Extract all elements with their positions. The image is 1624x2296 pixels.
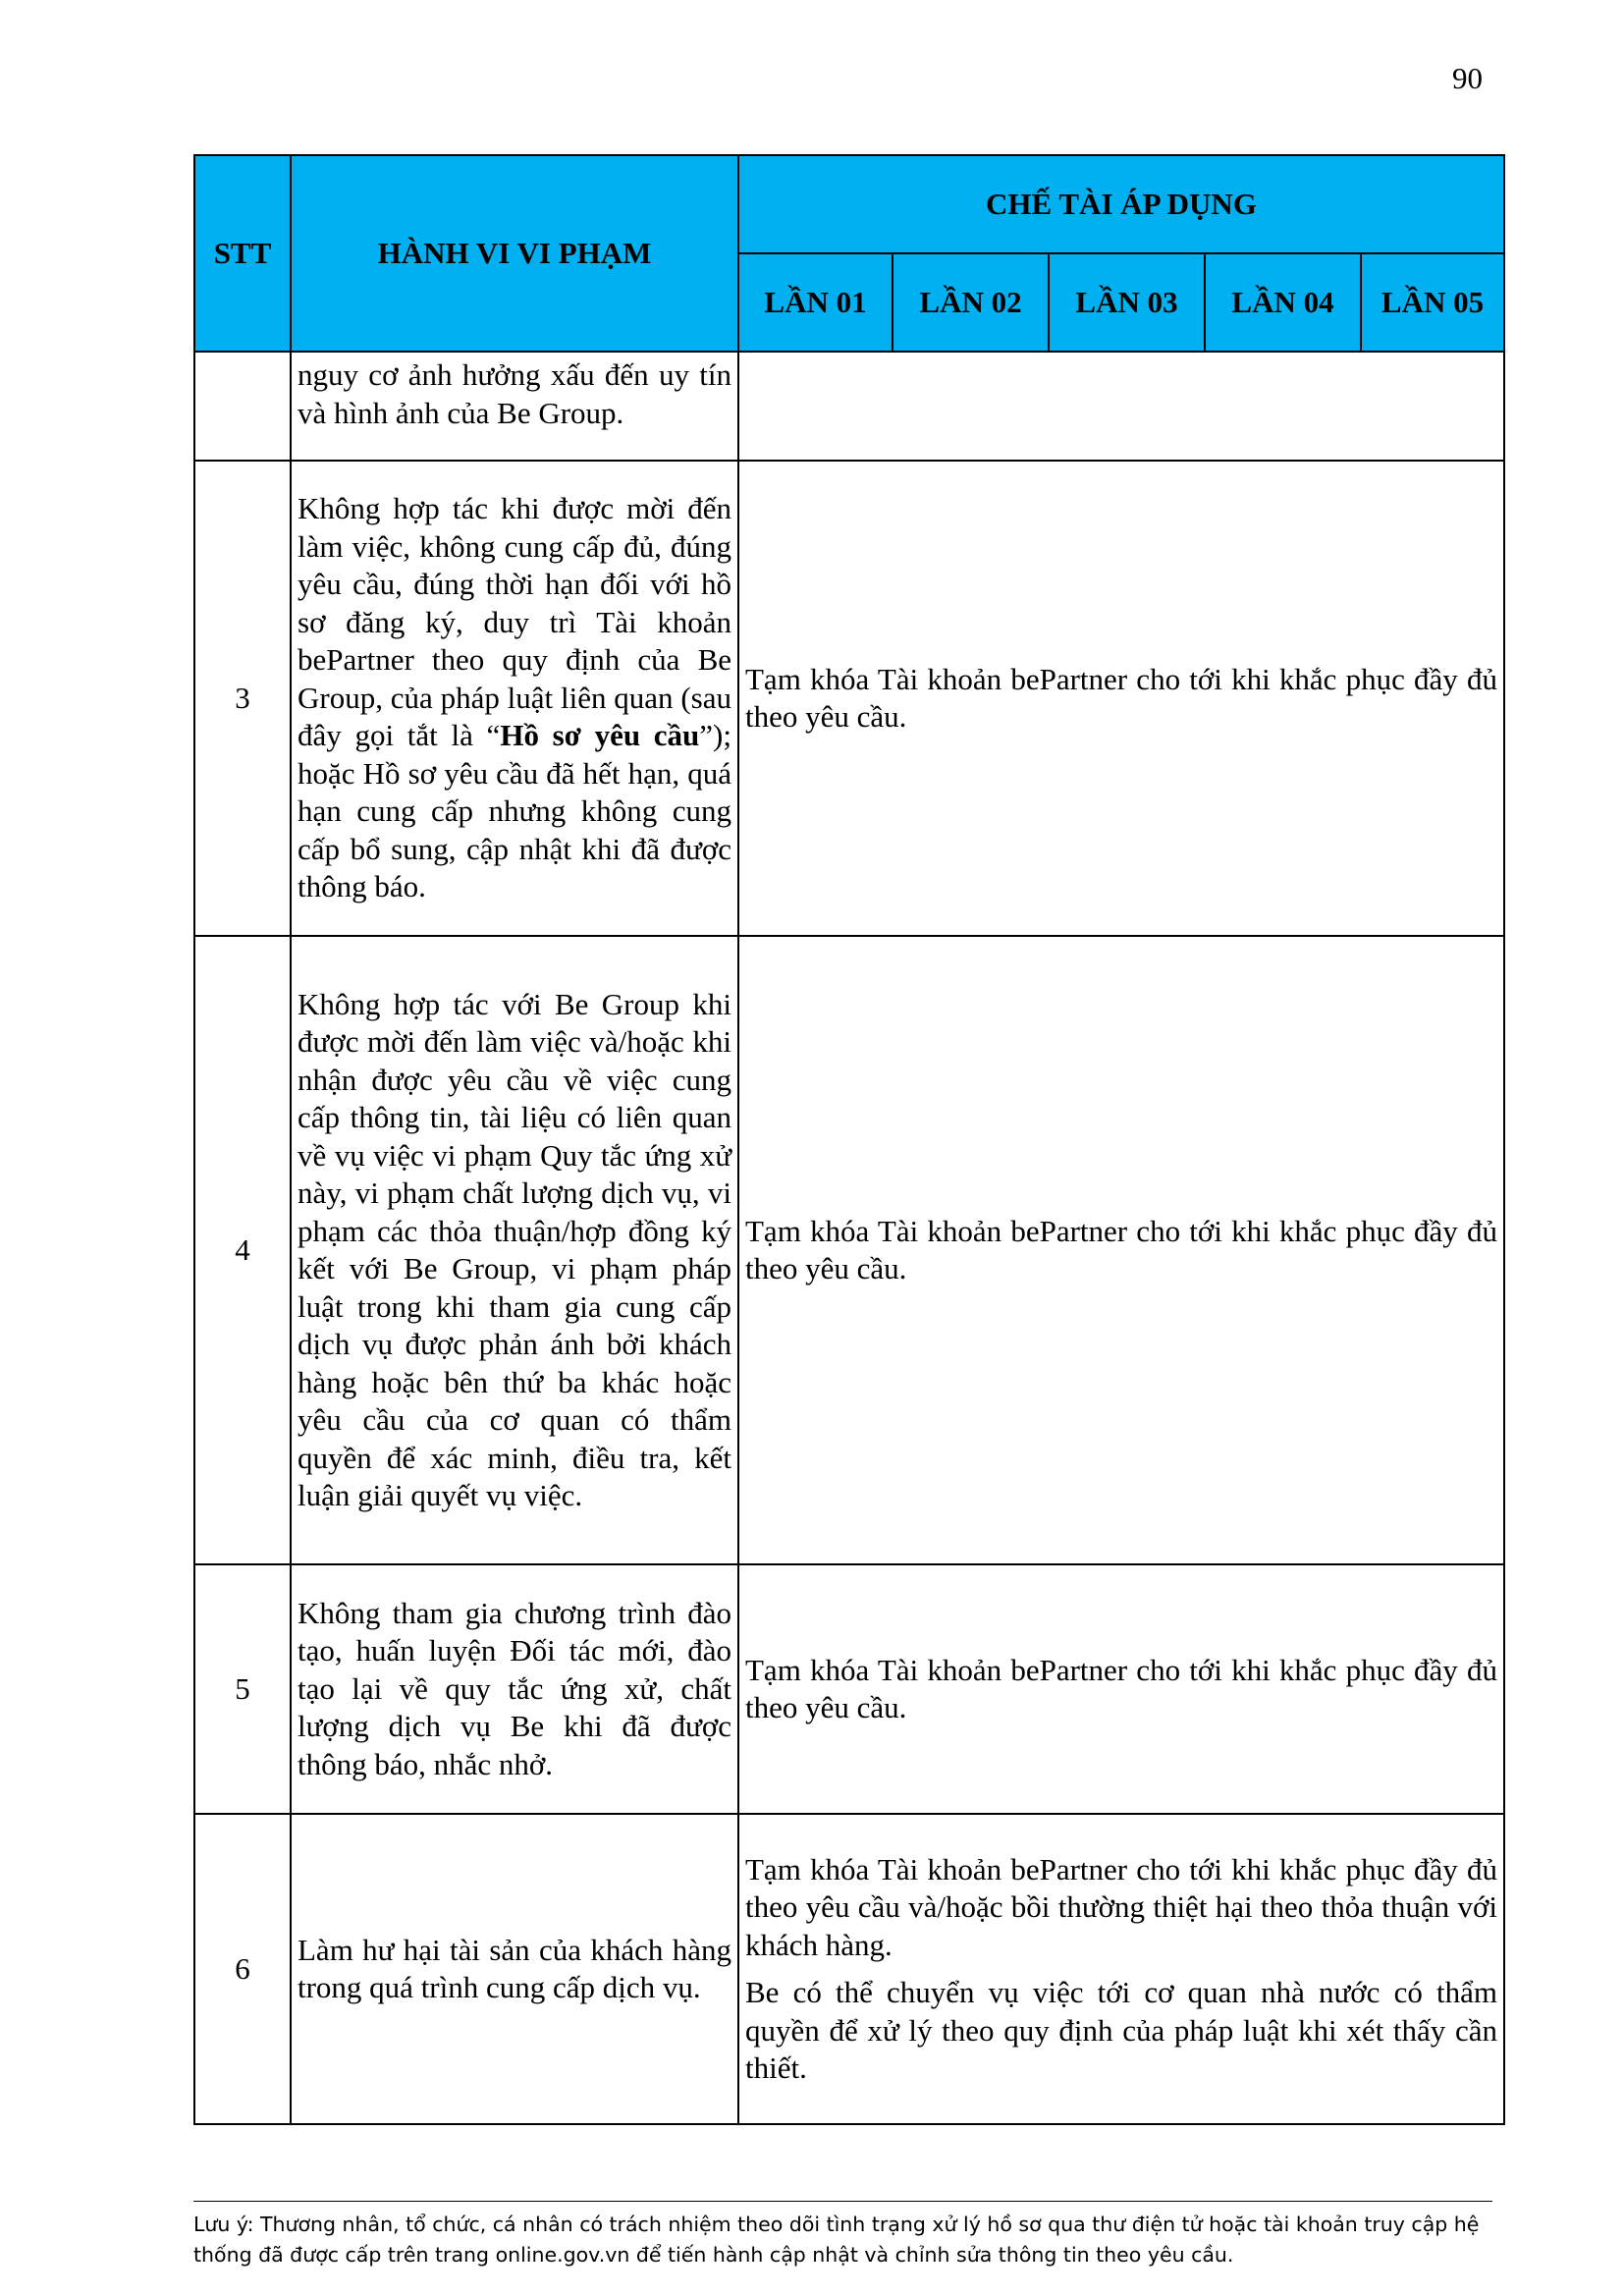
page-number: 90 [1452,61,1483,95]
violation-cell [291,1814,738,2124]
bold-term: Hồ sơ yêu cầu [500,718,700,753]
footer-divider [193,2201,1492,2202]
header-time-4: LẦN 04 [1205,253,1361,352]
violation-cell [291,461,738,936]
violation-text: Không hợp tác với Be Group khi được mời đến làm việc và/hoặc khi nhận được yêu cầu về việc cung cấp thông tin, tài liệu có liên quan về vụ việc vi phạm Quy tắc ứng xử này, vi phạm chất lượng dịch vụ, vi phạm các thỏa thuận/hợp đồng ký kết với Be Group, vi phạm pháp luật trong khi tham gia cung cấp dịch vụ được phản ánh bởi khách hàng hoặc bên thứ ba khác hoặc yêu cầu của cơ quan có thẩm quyền để xác minh, điều tra, kết luận giải quyết vụ việc. [298,986,731,1512]
stt-cell: 6 [194,1814,291,2124]
sanction-text [745,1851,1497,2088]
sanction-text: Tạm khóa Tài khoản bePartner cho tới khi khắc phục đầy đủ theo yêu cầu. [745,661,1497,734]
violation-text: nguy cơ ảnh hưởng xấu đến uy tín và hình ảnh của Be Group. [298,357,731,430]
header-sanction-group: CHẾ TÀI ÁP DỤNG [738,155,1504,253]
violation-text: Làm hư hại tài sản của khách hàng trong quá trình cung cấp dịch vụ. [298,1932,731,2004]
violation-cell [291,1564,738,1814]
header-time-3: LẦN 03 [1049,253,1205,352]
table-row [194,936,1504,1564]
sanction-paragraph: Tạm khóa Tài khoản bePartner cho tới khi khắc phục đầy đủ theo yêu cầu và/hoặc bồi thường thiệt hại theo thỏa thuận với khách hàng. [745,1851,1497,1962]
table-row [194,461,1504,936]
header-violation: HÀNH VI VI PHẠM [291,155,738,352]
violation-text: Không tham gia chương trình đào tạo, huấn luyện Đối tác mới, đào tạo lại về quy tắc ứng xử, chất lượng dịch vụ Be khi đã được thông báo, nhắc nhở. [298,1595,731,1781]
stt-cell: 3 [194,461,291,936]
violation-cell [291,352,738,461]
header-row-1 [194,155,1504,253]
sanction-text: Tạm khóa Tài khoản bePartner cho tới khi khắc phục đầy đủ theo yêu cầu. [745,1213,1497,1285]
sanctions-table [193,154,1505,2125]
sanction-cell [738,1814,1504,2124]
header-time-5: LẦN 05 [1361,253,1504,352]
header-stt: STT [194,155,291,352]
stt-cell [194,352,291,461]
sanction-paragraph: Be có thể chuyển vụ việc tới cơ quan nhà nước có thẩm quyền để xử lý theo quy định của pháp luật khi xét thấy cần thiết. [745,1975,1497,2085]
sanction-cell [738,1564,1504,1814]
stt-cell: 4 [194,936,291,1564]
table-row [194,1814,1504,2124]
header-time-2: LẦN 02 [893,253,1049,352]
sanction-text: Tạm khóa Tài khoản bePartner cho tới khi khắc phục đầy đủ theo yêu cầu. [745,1652,1497,1724]
table-row [194,1564,1504,1814]
header-time-1: LẦN 01 [738,253,893,352]
sanction-cell [738,936,1504,1564]
footer-note: Lưu ý: Thương nhân, tổ chức, cá nhân có trách nhiệm theo dõi tình trạng xử lý hồ sơ qua thư điện tử hoặc tài khoản truy cập hệ thống đã được cấp trên trang online.gov.vn để tiến hành cập nhật và chỉnh sửa thông tin theo yêu cầu. [193,2213,1480,2267]
sanction-cell [738,461,1504,936]
violation-text: Không hợp tác khi được mời đến làm việc, không cung cấp đủ, đúng yêu cầu, đúng thời hạn đối với hồ sơ đăng ký, duy trì Tài khoản bePartner theo quy định của Be Group, của pháp luật liên quan (sau đây gọi tắt là “Hồ sơ yêu cầu”); hoặc Hồ sơ yêu cầu đã hết hạn, quá hạn cung cấp nhưng không cung cấp bổ sung, cập nhật khi đã được thông báo. [298,491,731,904]
sanction-cell [738,352,1504,461]
stt-cell: 5 [194,1564,291,1814]
table-row [194,352,1504,461]
violation-cell [291,936,738,1564]
